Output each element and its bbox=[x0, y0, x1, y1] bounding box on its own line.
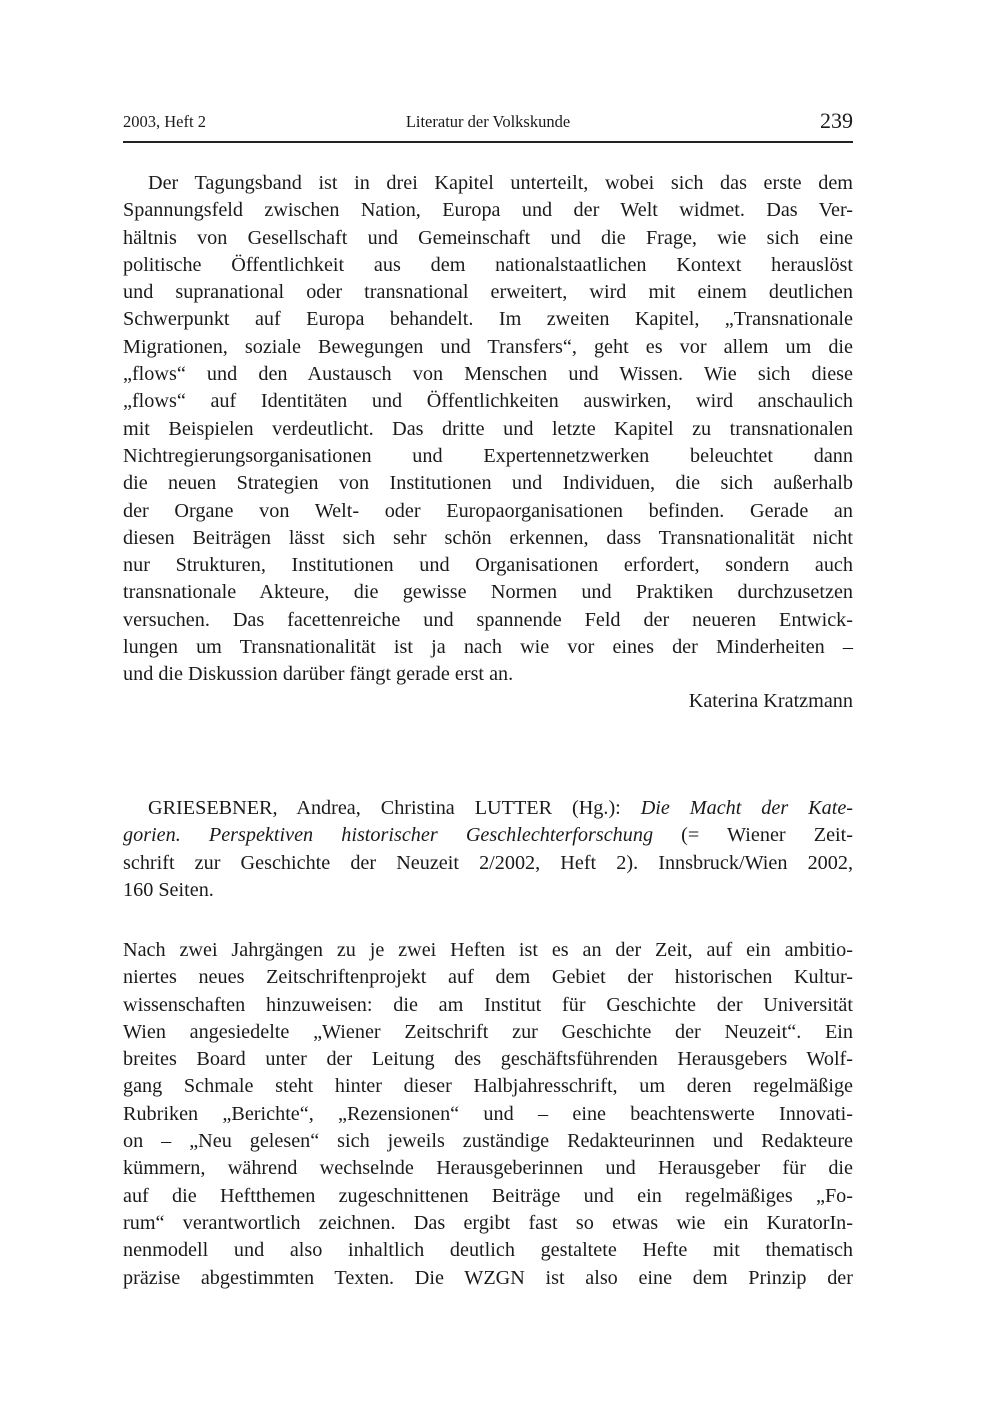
text-line: Nach zwei Jahrgängen zu je zwei Heften ist es an der Zeit, auf ein ambitio- bbox=[123, 939, 853, 961]
citation-line bbox=[123, 795, 853, 822]
text-line: versuchen. Das facettenreiche und spannende Feld der neueren Entwick- bbox=[123, 608, 853, 631]
citation-title: Die Macht der Kate- bbox=[640, 797, 854, 819]
text-line: diesen Beiträgen lässt sich sehr schön erkennen, dass Transnationalität nicht bbox=[123, 526, 853, 549]
citation-authors: GRIESEBNER, Andrea, Christina LUTTER (Hg.): bbox=[148, 797, 641, 819]
page-number: 239 bbox=[820, 108, 853, 133]
text-line: „flows“ und den Austausch von Menschen und Wissen. Wie sich diese bbox=[123, 363, 853, 386]
review1-author: Katerina Kratzmann bbox=[688, 690, 853, 712]
text-line: rum“ verantwortlich zeichnen. Das ergibt fast so etwas wie ein KuratorIn- bbox=[123, 1211, 853, 1234]
section-title: Literatur der Volkskunde bbox=[405, 112, 571, 131]
citation-title: gorien. Perspektiven historischer Geschlechterforschung bbox=[123, 824, 654, 847]
text-line: der Organe von Welt- oder Europaorganisationen befinden. Gerade an bbox=[123, 499, 853, 522]
text-line: Rubriken „Berichte“, „Rezensionen“ und – eine beachtenswerte Innovati- bbox=[123, 1102, 853, 1125]
text-line: on – „Neu gelesen“ sich jeweils zuständige Redakteurinnen und Redakteure bbox=[123, 1130, 853, 1153]
review1-body bbox=[123, 170, 853, 689]
text-line: präzise abgestimmten Texten. Die WZGN ist also eine dem Prinzip der bbox=[123, 1266, 853, 1289]
issue-label: 2003, Heft 2 bbox=[123, 112, 206, 131]
text-line: Wien angesiedelte „Wiener Zeitschrift zur Geschichte der Neuzeit“. Ein bbox=[123, 1020, 853, 1043]
text-line: auf die Heftthemen zugeschnittenen Beiträge und ein regelmäßiges „Fo- bbox=[123, 1184, 853, 1207]
review2-body bbox=[123, 937, 853, 1292]
text-line: nur Strukturen, Institutionen und Organisationen erfordert, sondern auch bbox=[123, 554, 853, 577]
text-line: hältnis von Gesellschaft und Gemeinschaft und die Frage, wie sich eine bbox=[123, 226, 853, 249]
citation-line bbox=[123, 822, 853, 849]
text-line: Schwerpunkt auf Europa behandelt. Im zweiten Kapitel, „Transnationale bbox=[123, 308, 853, 331]
citation-line: schrift zur Geschichte der Neuzeit 2/2002, Heft 2). Innsbruck/Wien 2002, bbox=[123, 851, 853, 874]
text-line: Spannungsfeld zwischen Nation, Europa und der Welt widmet. Das Ver- bbox=[123, 199, 853, 222]
text-line: niertes neues Zeitschriftenprojekt auf dem Gebiet der historischen Kultur- bbox=[123, 966, 853, 989]
text-line: transnationale Akteure, die gewisse Normen und Praktiken durchzusetzen bbox=[123, 581, 853, 604]
text-line: gang Schmale steht hinter dieser Halbjahresschrift, um deren regelmäßige bbox=[123, 1075, 853, 1098]
citation-series: (= Wiener Zeit- bbox=[653, 824, 853, 847]
text-line: Der Tagungsband ist in drei Kapitel unterteilt, wobei sich das erste dem bbox=[148, 172, 853, 194]
running-header bbox=[123, 108, 853, 138]
text-line: Migrationen, soziale Bewegungen und Transfers“, geht es vor allem um die bbox=[123, 335, 853, 358]
text-line: lungen um Transnationalität ist ja nach wie vor eines der Minderheiten – bbox=[123, 636, 853, 659]
text-line: und supranational oder transnational erweitert, wird mit einem deutlichen bbox=[123, 281, 853, 304]
text-line: breites Board unter der Leitung des geschäftsführenden Herausgebers Wolf- bbox=[123, 1048, 853, 1071]
text-line: politische Öffentlichkeit aus dem nationalstaatlichen Kontext herauslöst bbox=[123, 253, 853, 276]
text-line: mit Beispielen verdeutlicht. Das dritte und letzte Kapitel zu transnationalen bbox=[123, 417, 853, 440]
citation-line: 160 Seiten. bbox=[123, 878, 214, 901]
text-line: wissenschaften hinzuweisen: die am Institut für Geschichte der Universität bbox=[123, 993, 853, 1016]
text-line: „flows“ auf Identitäten und Öffentlichkeiten auswirken, wird anschaulich bbox=[123, 390, 853, 413]
text-line: die neuen Strategien von Institutionen und Individuen, die sich außerhalb bbox=[123, 472, 853, 495]
text-line: nenmodell und also inhaltlich deutlich gestaltete Hefte mit thematisch bbox=[123, 1239, 853, 1262]
header-rule bbox=[123, 141, 853, 143]
text-line: Nichtregierungsorganisationen und Expertennetzwerken beleuchtet dann bbox=[123, 444, 853, 467]
review2-citation bbox=[123, 795, 853, 904]
text-line: und die Diskussion darüber fängt gerade erst an. bbox=[123, 663, 514, 686]
text-line: kümmern, während wechselnde Herausgeberinnen und Herausgeber für die bbox=[123, 1157, 853, 1180]
